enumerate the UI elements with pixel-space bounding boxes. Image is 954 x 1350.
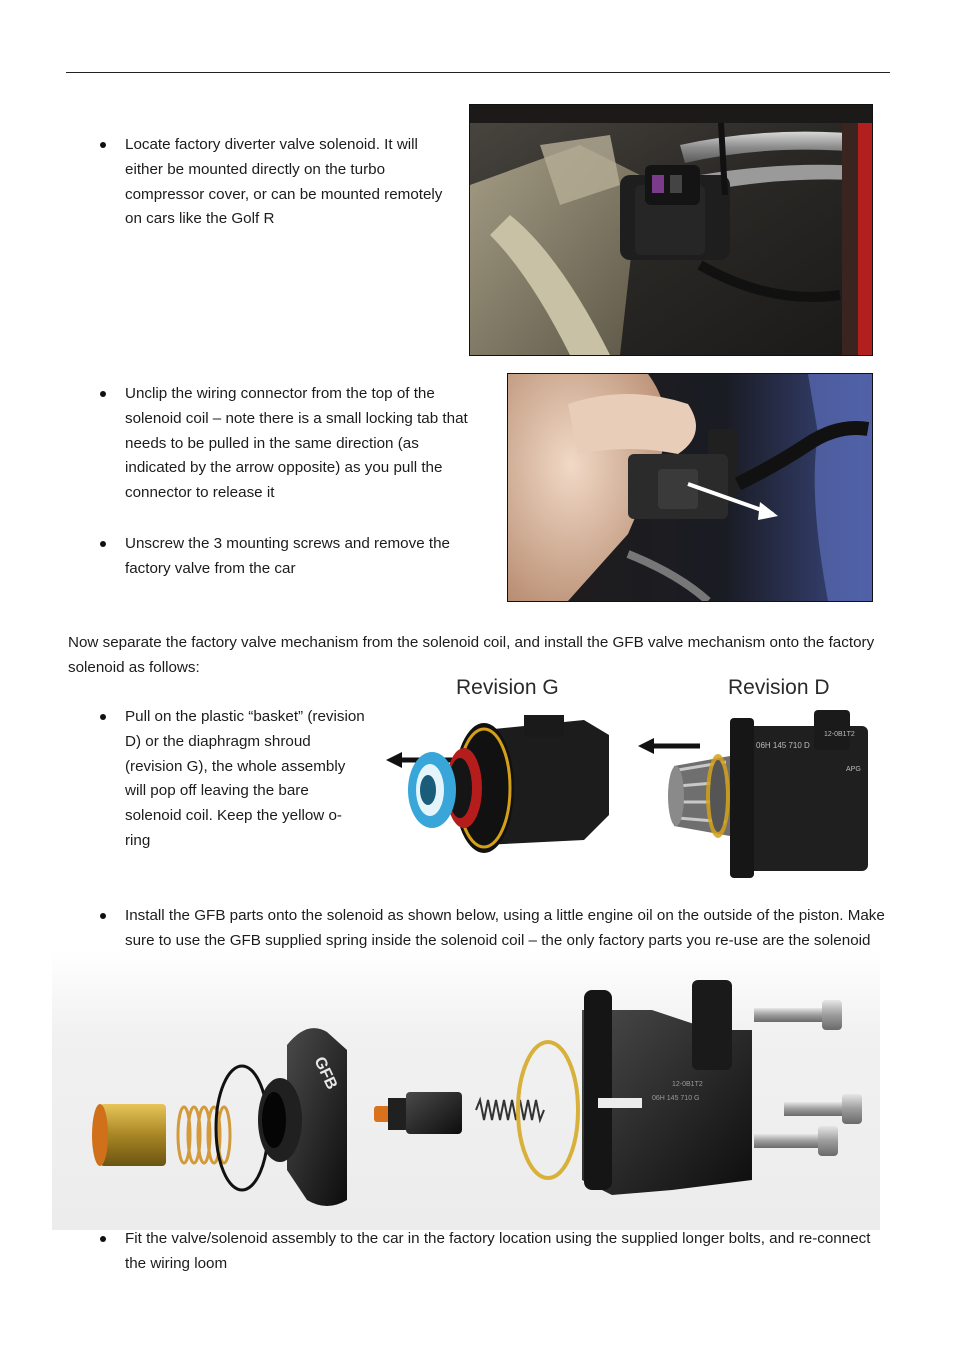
rev-d-apg: APG [846,766,861,773]
revision-g-label: Revision G [456,676,559,699]
bullet-unclip [100,391,106,397]
exploded-stamp: 06H 145 710 G [652,1095,700,1102]
step-pull-text: Pull on the plastic “basket” (revision D) or the diaphragm shroud (revision G), the whole assembly will pop off leaving the bare solenoid coil. Keep the yellow o-ring [125,708,365,849]
step-locate-text: Locate factory diverter valve solenoid. It will either be mounted directly on the turbo compressor cover, or can be mounted remotely on cars like the Golf R [125,136,443,228]
exploded-code: 12-0B1T2 [672,1081,703,1088]
header-rule [66,72,890,73]
bullet-install [100,913,106,919]
step-install-text: Install the GFB parts onto the solenoid as shown below, using a little engine oil on the outside of the piston. Make sure to use the GFB supplied spring inside the solenoid coil – the only factory parts you re-use are the solenoid [125,907,885,949]
step-fit-text: Fit the valve/solenoid assembly to the car in the factory location using the supplied longer bolts, and re-connect the wiring loom [125,1230,871,1272]
step-unscrew-text: Unscrew the 3 mounting screws and remove the factory valve from the car [125,535,450,577]
revision-d-valve-image [634,706,878,882]
rev-d-stamp: 06H 145 710 D [756,741,810,750]
revision-g-valve-image [384,710,616,880]
connector-photo [507,373,873,602]
bullet-unscrew [100,541,106,547]
gfb-logo: GFB [310,1054,341,1093]
intro-paragraph: Now separate the factory valve mechanism from the solenoid coil, and install the GFB valve mechanism onto the factory solenoid as follows: [68,634,875,676]
bullet-fit [100,1236,106,1242]
step-unclip-text: Unclip the wiring connector from the top of the solenoid coil – note there is a small locking tab that needs to be pulled in the same direction (as indicated by the arrow opposite) as you pull the connector to release it [125,385,468,502]
bullet-locate [100,142,106,148]
bullet-pull [100,714,106,720]
rev-d-code: 12-0B1T2 [824,731,855,738]
revision-d-label: Revision D [728,676,830,699]
engine-bay-photo [469,104,873,356]
exploded-parts-image [52,950,880,1230]
